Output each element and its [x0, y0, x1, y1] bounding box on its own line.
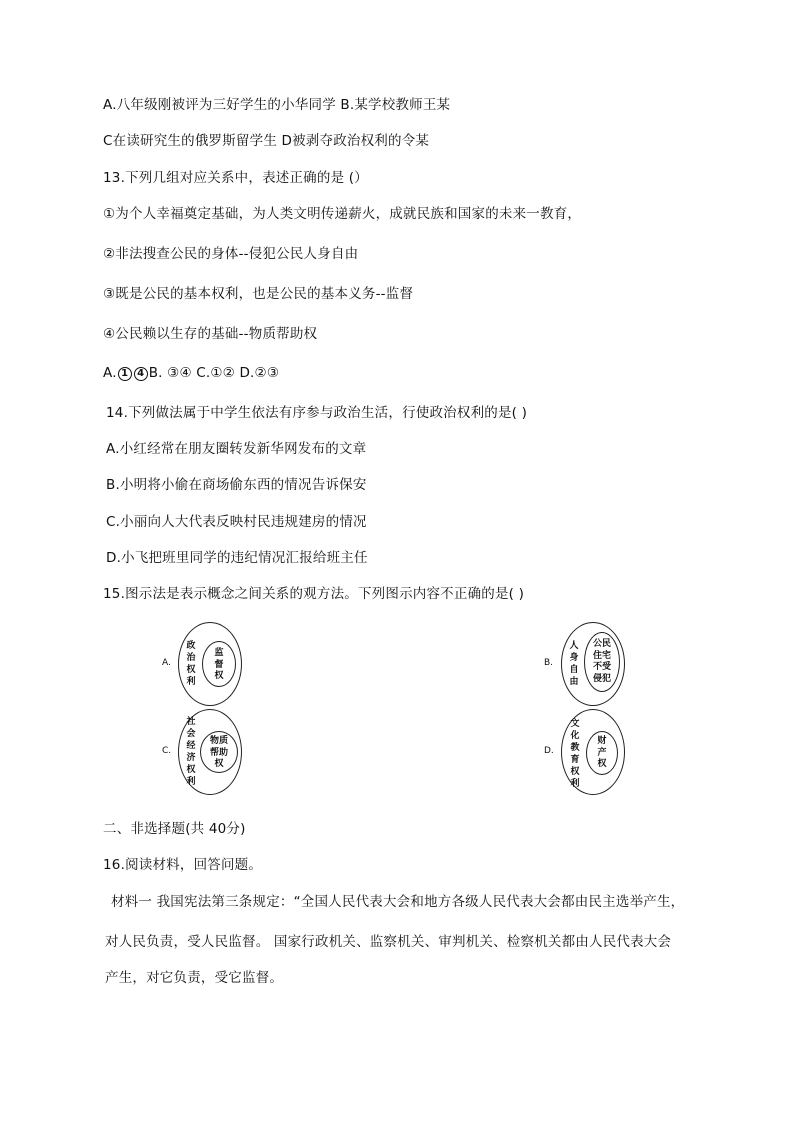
question-16-stem: 16.阅读材料，回答问题。 [103, 857, 263, 873]
material-1-line-1: 材料一 我国宪法第三条规定：“全国人民代表大会和地方各级人民代表大会都由民主选举产生， [111, 894, 685, 910]
question-14-option-d: D.小飞把班里同学的违纪情况汇报给班主任 [106, 550, 368, 566]
question-13-item-4: ④公民赖以生存的基础--物质帮助权 [103, 326, 318, 342]
diagram-b-outer-text: 人身自由 [569, 641, 579, 687]
question-14-stem: 14.下列做法属于中学生依法有序参与政治生活，行使政治权利的是( ) [106, 405, 528, 421]
question-13-item-3: ③既是公民的基本权利，也是公民的基本义务--监督 [103, 286, 414, 302]
question-13-stem: 13.下列几组对应关系中，表述正确的是 (） [103, 170, 368, 186]
option-line-cd: C在读研究生的俄罗斯留学生 D被剥夺政治权利的令某 [103, 133, 430, 149]
option-a-prefix: A. [103, 365, 117, 381]
question-13-item-1: ①为个人幸福奠定基础，为人类文明传递薪火，成就民族和国家的未来一教育， [103, 206, 582, 222]
diagram-d-label: D. [544, 746, 554, 756]
diagram-d-outer-text: 文化教育权利 [570, 719, 580, 789]
diagram-d-inner-text: 财产权 [597, 736, 607, 769]
section-2-heading: 二、非选择题(共 40分) [103, 821, 246, 837]
question-13-options [103, 365, 279, 381]
diagram-b-inner-text: 公民住宅不受侵犯 [592, 639, 611, 684]
diagram-c-outer-text: 社会经济权利 [186, 717, 196, 787]
question-14-option-b: B.小明将小偷在商场偷东西的情况告诉保安 [106, 477, 367, 493]
option-line-ab: A.八年级刚被评为三好学生的小华同学 B.某学校教师王某 [103, 97, 451, 113]
question-14-option-a: A.小红经常在朋友圈转发新华网发布的文章 [106, 441, 367, 457]
circled-number-1: 1 [118, 367, 132, 381]
options-rest: B. ③④ C.①② D.②③ [148, 365, 280, 381]
diagram-c-inner-text: 物质帮助权 [209, 736, 228, 769]
question-13-item-2: ②非法搜查公民的身体--侵犯公民人身自由 [103, 246, 359, 262]
diagram-b-label: B. [544, 658, 554, 668]
diagram-a-outer-text: 政治权利 [186, 641, 196, 687]
question-14-option-c: C.小丽向人大代表反映村民违规建房的情况 [106, 514, 367, 530]
circled-number-4: 4 [134, 367, 148, 381]
diagram-a-label: A. [162, 658, 171, 668]
diagram-a-inner-text: 监督权 [214, 648, 224, 681]
question-15-stem: 15.图示法是表示概念之间关系的观方法。下列图示内容不正确的是( ) [103, 586, 525, 602]
material-1-line-2: 对人民负责，受人民监督。 国家行政机关、监察机关、审判机关、检察机关都由人民代表大会 [105, 934, 672, 950]
material-1-line-3: 产生，对它负责，受它监督。 [105, 970, 284, 986]
diagram-c-label: C. [162, 746, 172, 756]
